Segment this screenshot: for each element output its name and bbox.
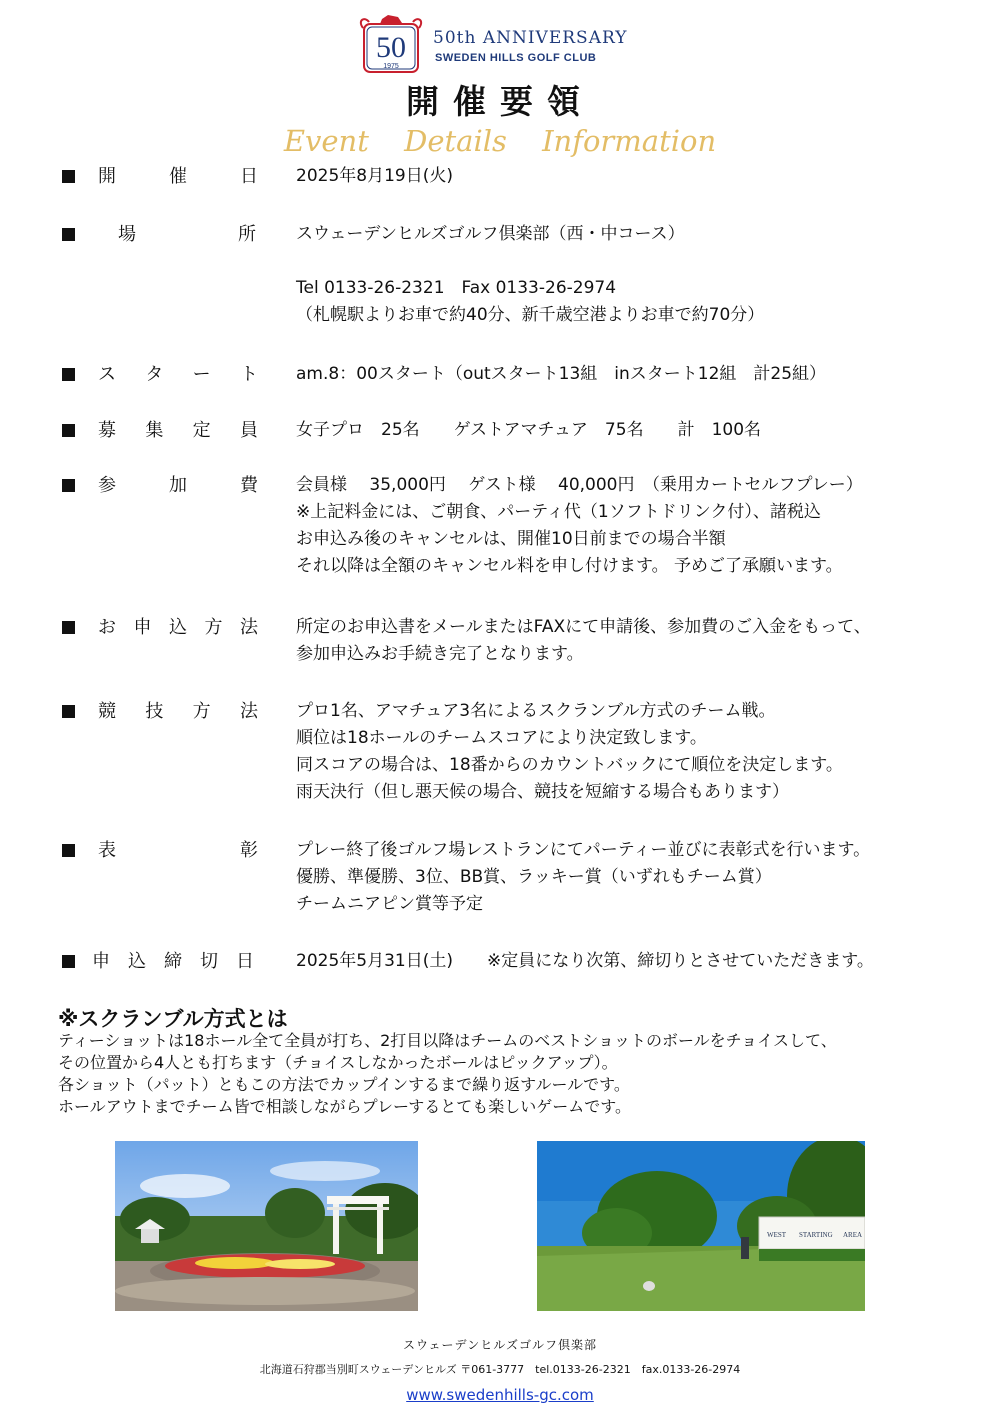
row-label: ス タ ー ト <box>98 364 258 385</box>
square-bullet-icon <box>62 621 75 634</box>
row-label: 場 所 <box>118 224 256 245</box>
row-value: 2025年8月19日(火) <box>296 166 453 186</box>
logo-emblem <box>355 14 427 76</box>
square-bullet-icon <box>62 479 75 492</box>
anniversary-text: 50th ANNIVERSARY <box>433 28 628 48</box>
website-link[interactable]: www.swedenhills-gc.com <box>406 1386 594 1404</box>
club-name-text: SWEDEN HILLS GOLF CLUB <box>435 52 597 64</box>
footer-club-name: スウェーデンヒルズゴルフ倶楽部 <box>403 1338 597 1352</box>
row-label: お 申 込 方 法 <box>98 617 258 638</box>
row-value: 女子プロ 25名 ゲストアマチュア 75名 計 100名 <box>296 420 762 440</box>
row-value: スウェーデンヒルズゴルフ倶楽部（西・中コース） Tel 0133-26-2321 Fax 0133-26-2974 （札幌駅よりお車で約40分、新千歳空港よりお車で約70分） <box>296 224 765 325</box>
square-bullet-icon <box>62 424 75 437</box>
logo-number: 50 <box>376 31 406 64</box>
scramble-heading: ※スクランブル方式とは <box>58 1007 288 1031</box>
page-title: 開催要領 <box>406 82 594 121</box>
square-bullet-icon <box>62 228 75 241</box>
row-value: プレー終了後ゴルフ場レストランにてパーティー並びに表彰式を行います。 優勝、準優勝、3位、BB賞、ラッキー賞（いずれもチーム賞） チームニアピン賞等予定 <box>296 840 871 914</box>
row-label: 競 技 方 法 <box>98 701 258 722</box>
sign-west: WEST <box>767 1231 787 1239</box>
clubhouse-garden-photo <box>115 1141 418 1311</box>
row-label: 開 催 日 <box>98 166 258 187</box>
west-starting-area-photo <box>537 1141 865 1311</box>
anniversary-logo <box>355 14 655 76</box>
scramble-description: ティーショットは18ホール全て全員が打ち、2打目以降はチームのベストショットのボールをチョイスして、 その位置から4人とも打ちます（チョイスしなかったボールはピックアップ）。 各ショット（パット）ともこの方法でカップインするまで繰り返すルールです。 ホールアウトまでチーム皆で相談しながらプレーするとても楽しいゲームです。 <box>58 1031 837 1116</box>
page-subtitle: Event Details Information <box>283 124 717 158</box>
row-label: 募 集 定 員 <box>98 420 258 441</box>
sign-starting: STARTING <box>799 1231 833 1239</box>
row-label: 表 彰 <box>98 840 258 861</box>
dala-horse-icon <box>380 15 402 24</box>
row-value: プロ1名、アマチュア3名によるスクランブル方式のチーム戦。 順位は18ホールのチームスコアにより決定致します。 同スコアの場合は、18番からのカウントバックにて順位を決定します。 雨天決行（但し悪天候の場合、競技を短縮する場合もあります） <box>296 701 843 802</box>
row-label: 申 込 締 切 日 <box>92 951 254 972</box>
row-value: 2025年5月31日(土) ※定員になり次第、締切りとさせていただきます。 <box>296 951 874 971</box>
row-value: am.8：00スタート（outスタート13組 inスタート12組 計25組） <box>296 364 827 384</box>
row-value: 会員様 35,000円 ゲスト様 40,000円 （乗用カートセルフプレー） ※上記料金には、ご朝食、パーティ代（1ソフトドリンク付）、諸税込 お申込み後のキャンセルは、開催10日前までの場合半額 それ以降は全額のキャンセル料を申し付けます。 予めご了承願います。 <box>296 475 863 576</box>
logo-year: 1975 <box>383 63 399 70</box>
sign-area: AREA <box>843 1231 863 1239</box>
square-bullet-icon <box>62 368 75 381</box>
row-label: 参 加 費 <box>98 475 258 496</box>
footer-address: 北海道石狩郡当別町スウェーデンヒルズ 〒061-3777 tel.0133-26-2321 fax.0133-26-2974 <box>259 1363 741 1376</box>
square-bullet-icon <box>62 955 75 968</box>
square-bullet-icon <box>62 844 75 857</box>
square-bullet-icon <box>62 170 75 183</box>
square-bullet-icon <box>62 705 75 718</box>
row-value: 所定のお申込書をメールまたはFAXにて申請後、参加費のご入金をもって、 参加申込みお手続き完了となります。 <box>296 617 871 664</box>
